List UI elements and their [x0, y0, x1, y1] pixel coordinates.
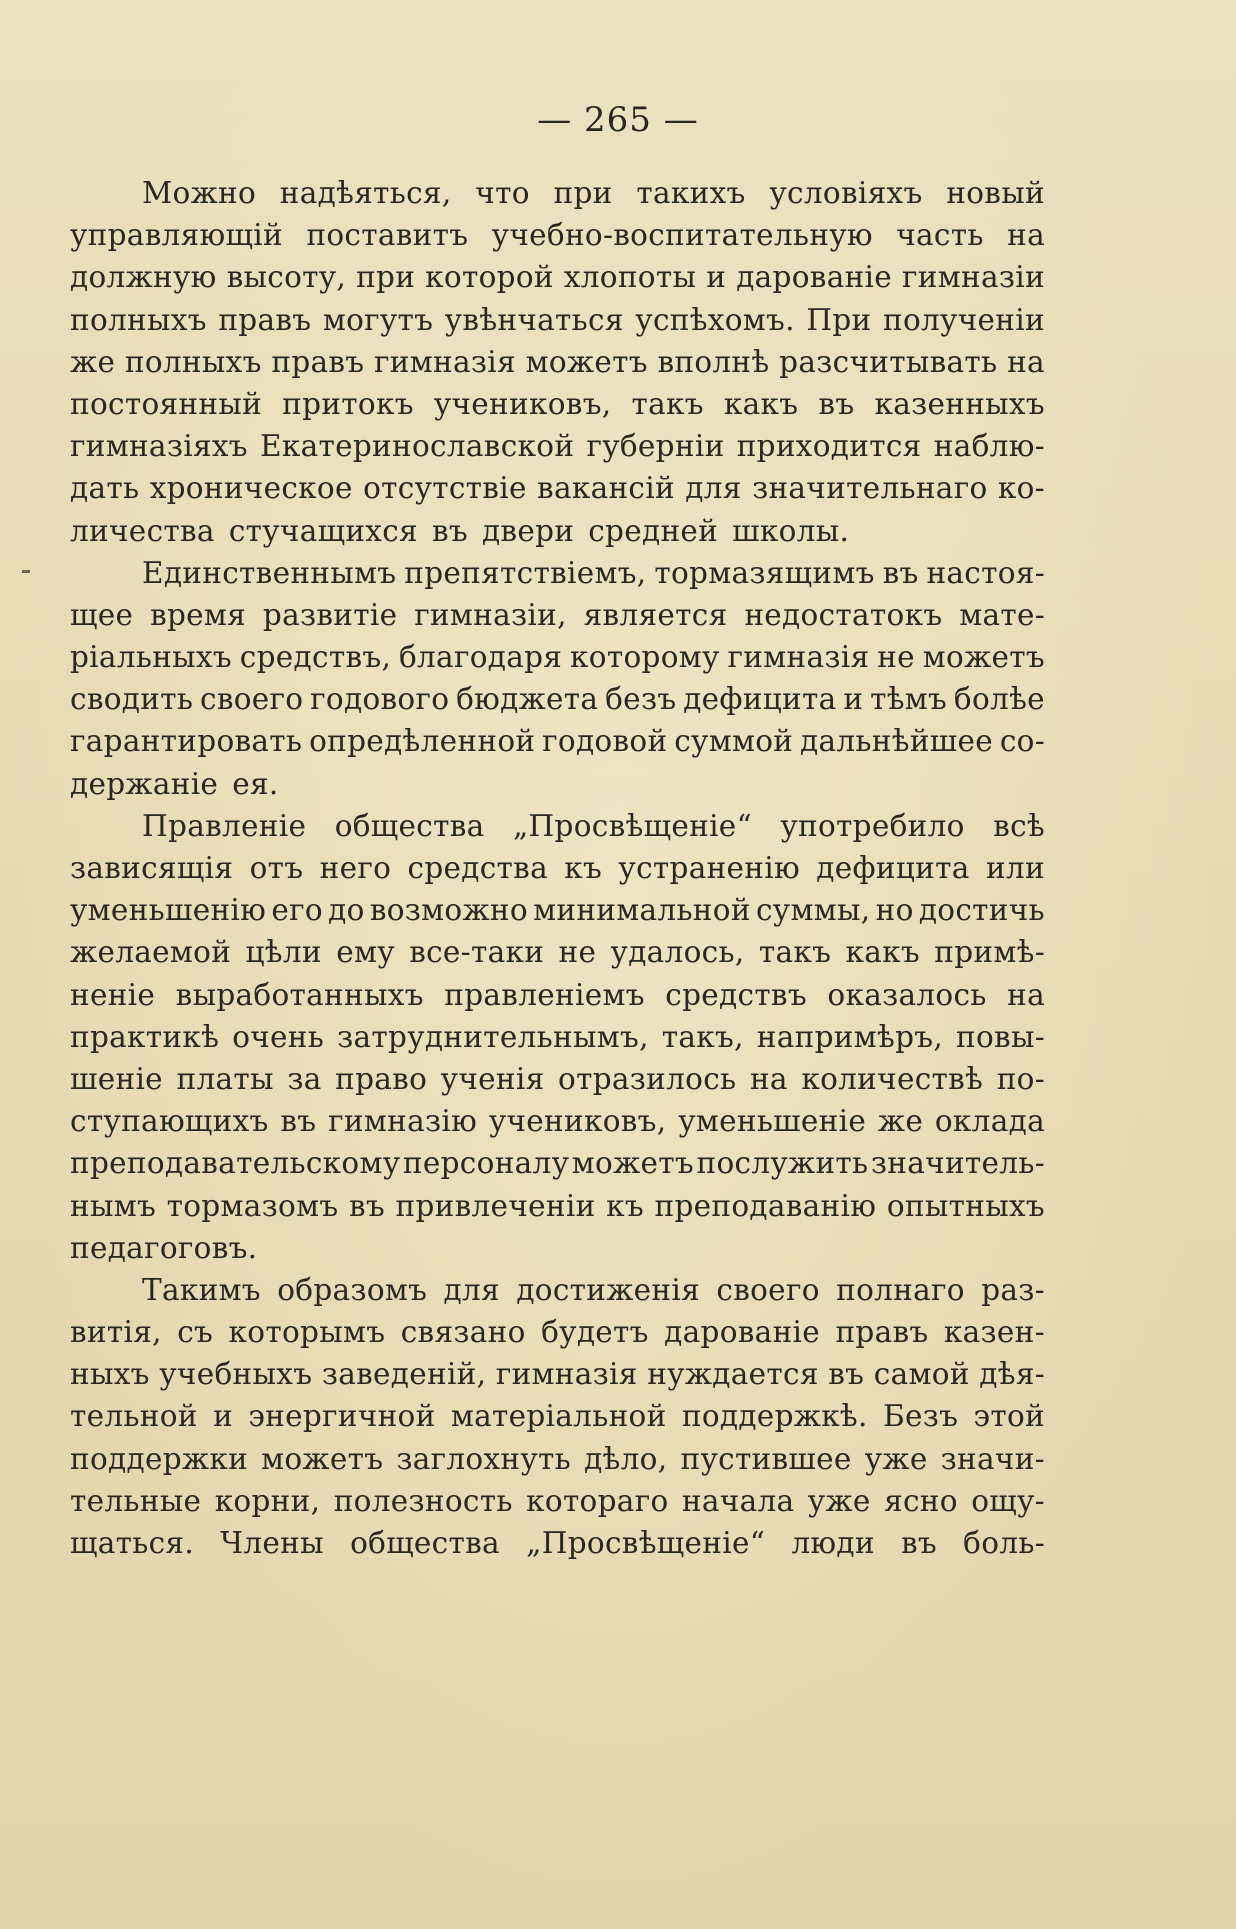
text-line: желаемой цѣли ему все-таки не удалось, такъ какъ примѣ-: [70, 935, 1045, 970]
text-line: личества стучащихся въ двери средней школы.: [70, 513, 850, 548]
text-line: гарантировать опредѣленной годовой суммой дальнѣйшее со-: [70, 724, 1045, 759]
text-line: ныхъ учебныхъ заведеній, гимназія нуждается въ самой дѣя-: [70, 1357, 1045, 1392]
text-line: постоянный притокъ учениковъ, такъ какъ въ казенныхъ: [70, 386, 1045, 421]
text-line: Можно надѣяться, что при такихъ условіяхъ новый: [142, 176, 1045, 210]
text-line: дать хроническое отсутствіе вакансій для значительнаго ко-: [70, 471, 1045, 506]
text-line: тельной и энергичной матеріальной поддержкѣ. Безъ этой: [70, 1399, 1045, 1434]
text-line: гимназіяхъ Екатеринославской губерніи приходится наблю-: [70, 429, 1045, 464]
text-line: практикѣ очень затруднительнымъ, такъ, напримѣръ, повы-: [70, 1019, 1045, 1054]
text-line: щаться. Члены общества „Просвѣщеніе“ люди въ боль-: [70, 1526, 1045, 1560]
text-line: полныхъ правъ могутъ увѣнчаться успѣхомъ. При полученіи: [70, 302, 1045, 337]
text-line: педагоговъ.: [70, 1230, 258, 1265]
text-line: Единственнымъ препятствіемъ, тормазящимъ въ настоя-: [142, 555, 1045, 590]
text-line: Такимъ образомъ для достиженія своего полнаго раз-: [142, 1272, 1045, 1307]
text-line: витія, съ которымъ связано будетъ дарованіе правъ казен-: [70, 1315, 1045, 1350]
text-line: поддержки можетъ заглохнуть дѣло, пустившее уже значи-: [70, 1441, 1045, 1476]
text-line: щее время развитіе гимназіи, является недостатокъ мате-: [70, 597, 1045, 632]
text-line: сводить своего годового бюджета безъ дефицита и тѣмъ болѣе: [70, 682, 1045, 717]
text-line: тельные корни, полезность котораго начала уже ясно ощу-: [70, 1483, 1045, 1518]
text-line: шеніе платы за право ученія отразилось на количествѣ по-: [70, 1061, 1045, 1096]
text-line: управляющій поставитъ учебно-воспитательную часть на: [70, 218, 1045, 253]
text-line: же полныхъ правъ гимназія можетъ вполнѣ разсчитывать на: [70, 344, 1045, 379]
text-line: неніе выработанныхъ правленіемъ средствъ оказалось на: [70, 977, 1045, 1012]
text-line: уменьшенію его до возможно минимальной суммы, но достичь: [70, 893, 1045, 928]
text-line: ріальныхъ средствъ, благодаря которому гимназія не можетъ: [70, 640, 1045, 675]
page-number: — 265 —: [537, 100, 699, 140]
text-line: зависящія отъ него средства къ устраненію дефицита или: [70, 851, 1045, 885]
margin-mark: [22, 570, 30, 573]
text-line: Правленіе общества „Просвѣщеніе“ употребило всѣ: [142, 808, 1045, 843]
body-text: [70, 172, 1045, 1564]
text-line: держаніе ея.: [70, 766, 279, 801]
text-line: нымъ тормазомъ въ привлеченіи къ преподаванію опытныхъ: [70, 1188, 1045, 1223]
text-line: должную высоту, при которой хлопоты и дарованіе гимназіи: [70, 260, 1045, 295]
text-line: ступающихъ въ гимназію учениковъ, уменьшеніе же оклада: [70, 1104, 1045, 1139]
text-line: преподавательскому персоналу можетъ послужить значитель-: [70, 1146, 1045, 1181]
